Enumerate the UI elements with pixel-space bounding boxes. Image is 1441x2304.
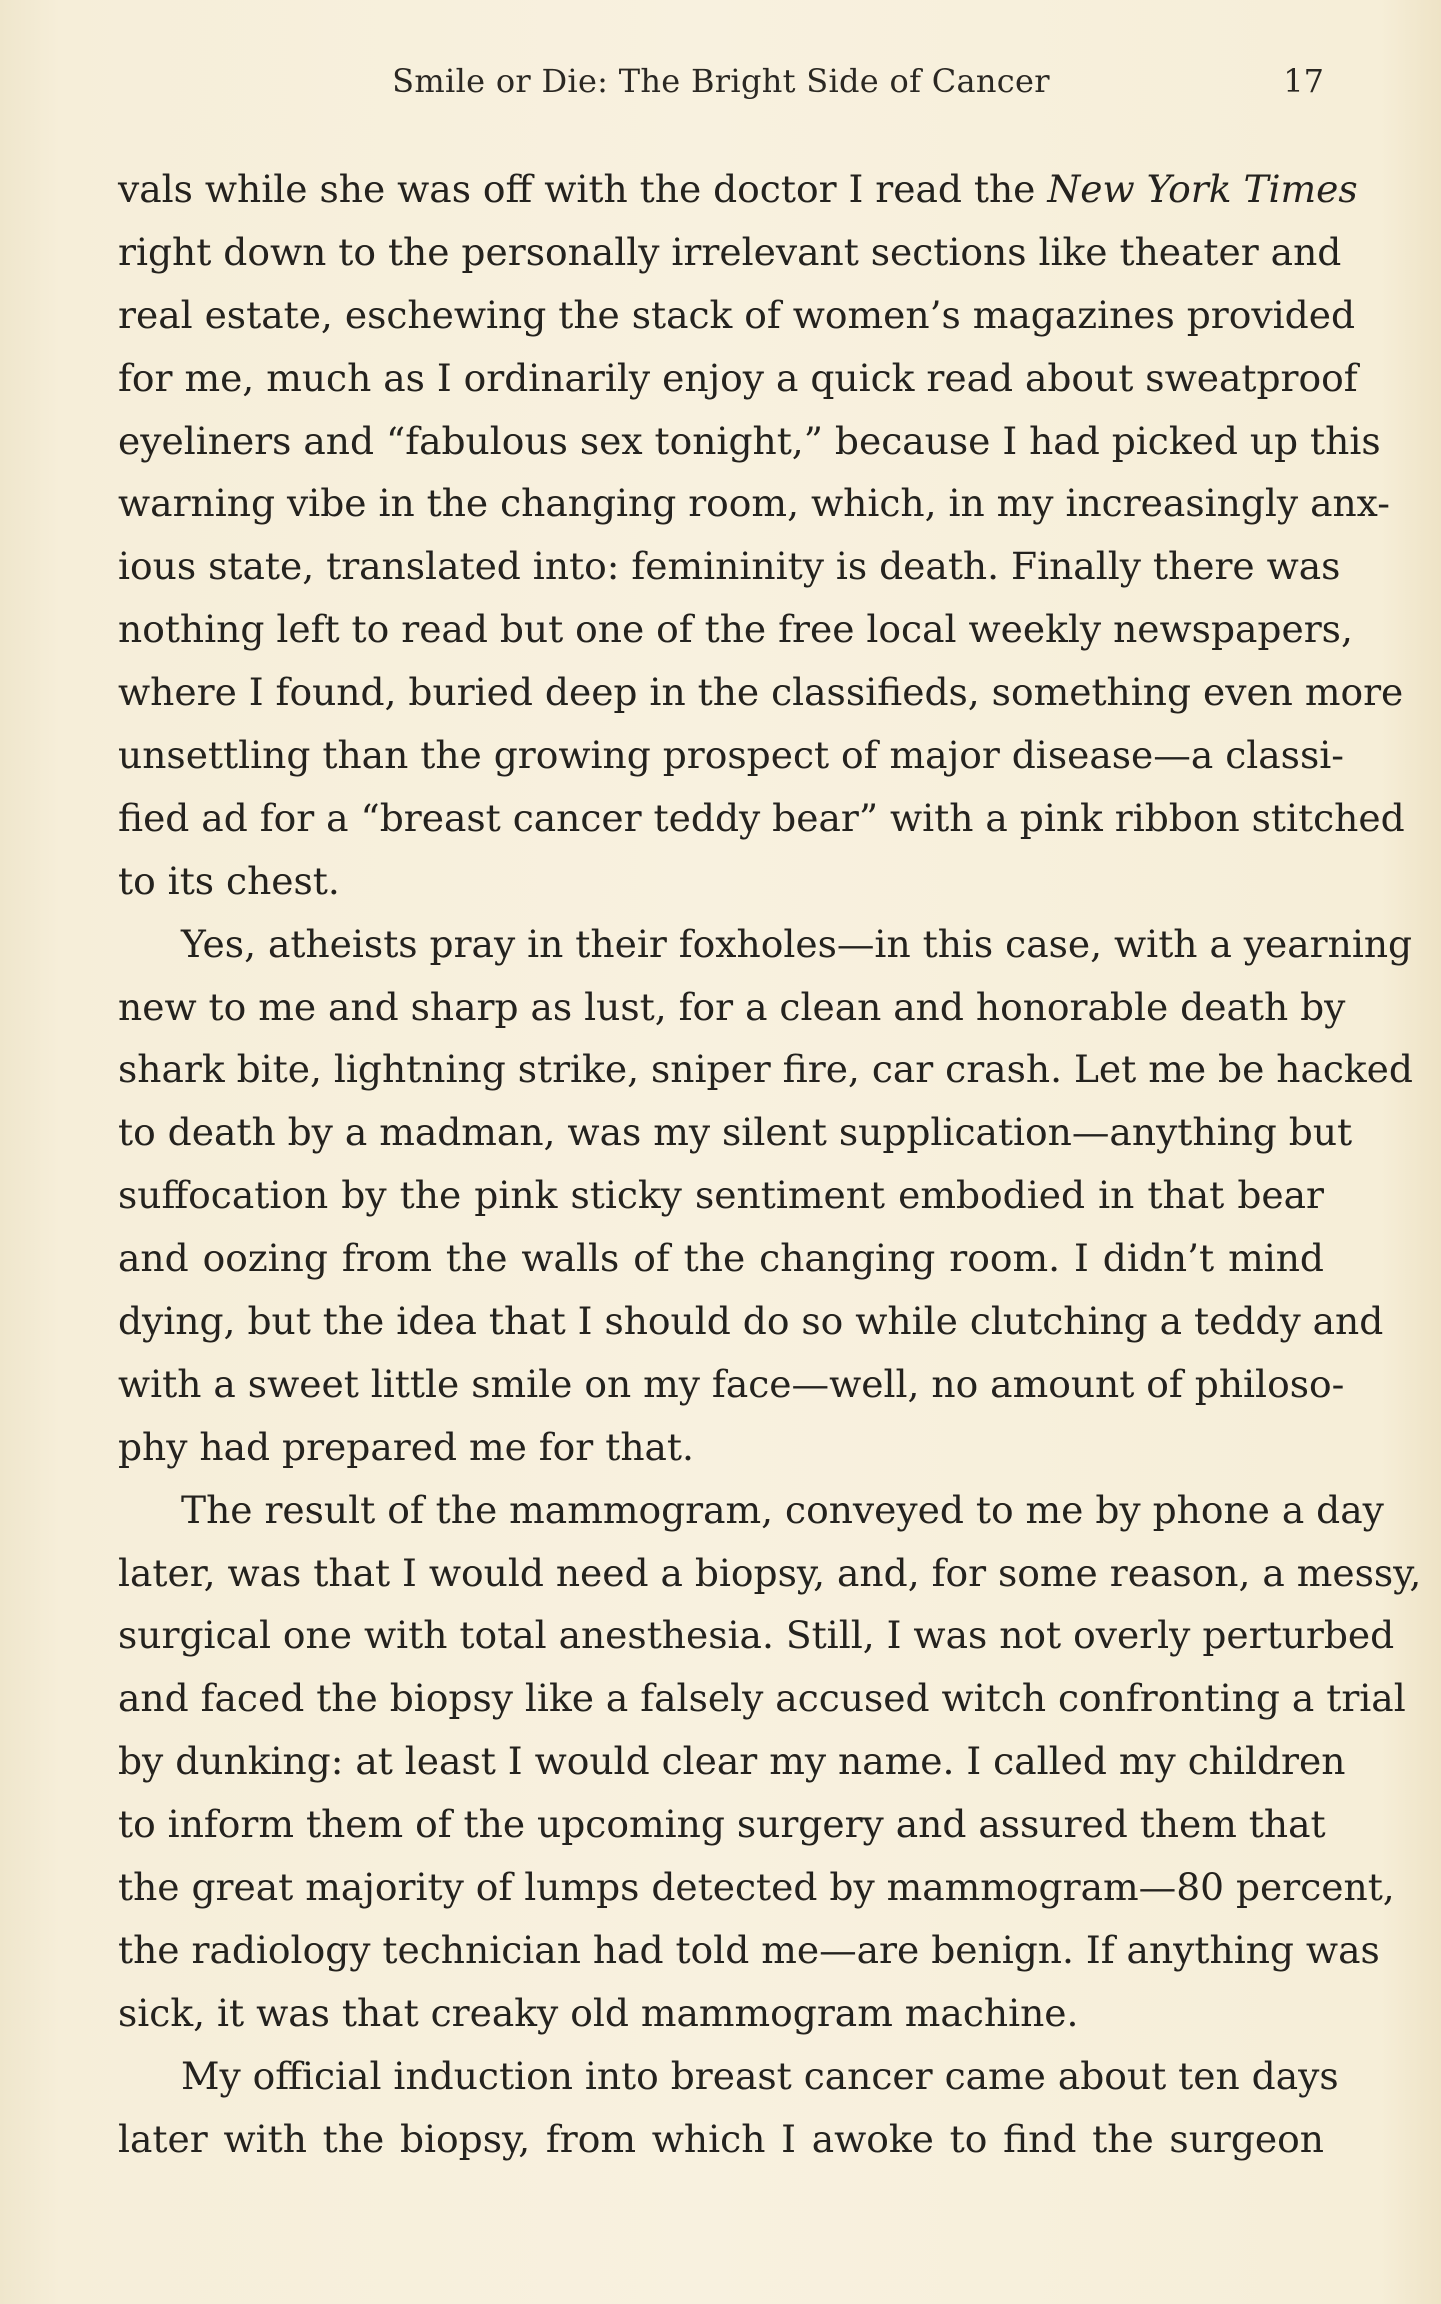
text-line: eyeliners and “fabulous sex tonight,” because I had picked up this [118, 418, 1381, 463]
running-title: Smile or Die: The Bright Side of Cancer [392, 62, 1050, 100]
text-line: The result of the mammogram, conveyed to me by phone a day [181, 1487, 1384, 1532]
text-line: ious state, translated into: femininity is death. Finally there was [118, 544, 1341, 589]
text-line: sick, it was that creaky old mammogram machine. [118, 1990, 1079, 2035]
text-line: with a sweet little smile on my face—well, no amount of philoso- [118, 1361, 1345, 1406]
italic-title: New York Times [1047, 167, 1358, 211]
text-line: suffocation by the pink sticky sentiment embodied in that bear [118, 1173, 1324, 1218]
text-line: unsettling than the growing prospect of major disease—a classi- [118, 733, 1344, 778]
text-line: to death by a madman, was my silent supplication—anything but [118, 1110, 1353, 1155]
text-line: shark bite, lightning strike, sniper fire, car crash. Let me be hacked [118, 1047, 1413, 1092]
text-line: to its chest. [118, 858, 340, 903]
text-line: right down to the personally irrelevant sections like theater and [118, 229, 1342, 274]
text-line: real estate, eschewing the stack of women’s magazines provided [118, 292, 1355, 337]
text-line: dying, but the idea that I should do so while clutching a teddy and [118, 1299, 1384, 1344]
paragraph-2 [118, 913, 1413, 1479]
running-head [118, 62, 1324, 112]
text-line: and oozing from the walls of the changing room. I didn’t mind [118, 1236, 1324, 1281]
paragraph-3 [118, 1479, 1422, 2045]
text-line: Yes, atheists pray in their foxholes—in this case, with a yearning [181, 921, 1413, 966]
text-line [118, 158, 1358, 221]
text-line: for me, much as I ordinarily enjoy a quick read about sweatproof [118, 355, 1358, 400]
text-line: where I found, buried deep in the classifieds, something even more [118, 670, 1404, 715]
text-line: warning vibe in the changing room, which, in my increasingly anx- [118, 481, 1390, 526]
paragraph-4 [118, 2045, 1339, 2171]
text-line: the great majority of lumps detected by mammogram—80 percent, [118, 1865, 1395, 1910]
text-line: by dunking: at least I would clear my name. I called my children [118, 1739, 1346, 1784]
text-line: phy had prepared me for that. [118, 1424, 694, 1469]
text-line: My official induction into breast cancer came about ten days [181, 2053, 1339, 2098]
text-line: nothing left to read but one of the free local weekly newspapers, [118, 607, 1353, 652]
text-line: surgical one with total anesthesia. Still, I was not overly perturbed [118, 1613, 1395, 1658]
text-line: fied ad for a “breast cancer teddy bear” with a pink ribbon stitched [118, 795, 1405, 840]
page-number: 17 [1283, 62, 1324, 100]
text-span: vals while she was off with the doctor I read the [118, 167, 1048, 211]
text-line: to inform them of the upcoming surgery and assured them that [118, 1802, 1326, 1847]
paragraph-1 [118, 158, 1405, 913]
body-text [118, 158, 1422, 2171]
text-line: the radiology technician had told me—are benign. If anything was [118, 1927, 1380, 1972]
text-line: new to me and sharp as lust, for a clean and honorable death by [118, 984, 1346, 1029]
text-line: and faced the biopsy like a falsely accused witch confronting a trial [118, 1676, 1406, 1721]
text-line: later with the biopsy, from which I awoke to find the surgeon [118, 2116, 1324, 2161]
text-line: later, was that I would need a biopsy, and, for some reason, a messy, [118, 1550, 1422, 1595]
